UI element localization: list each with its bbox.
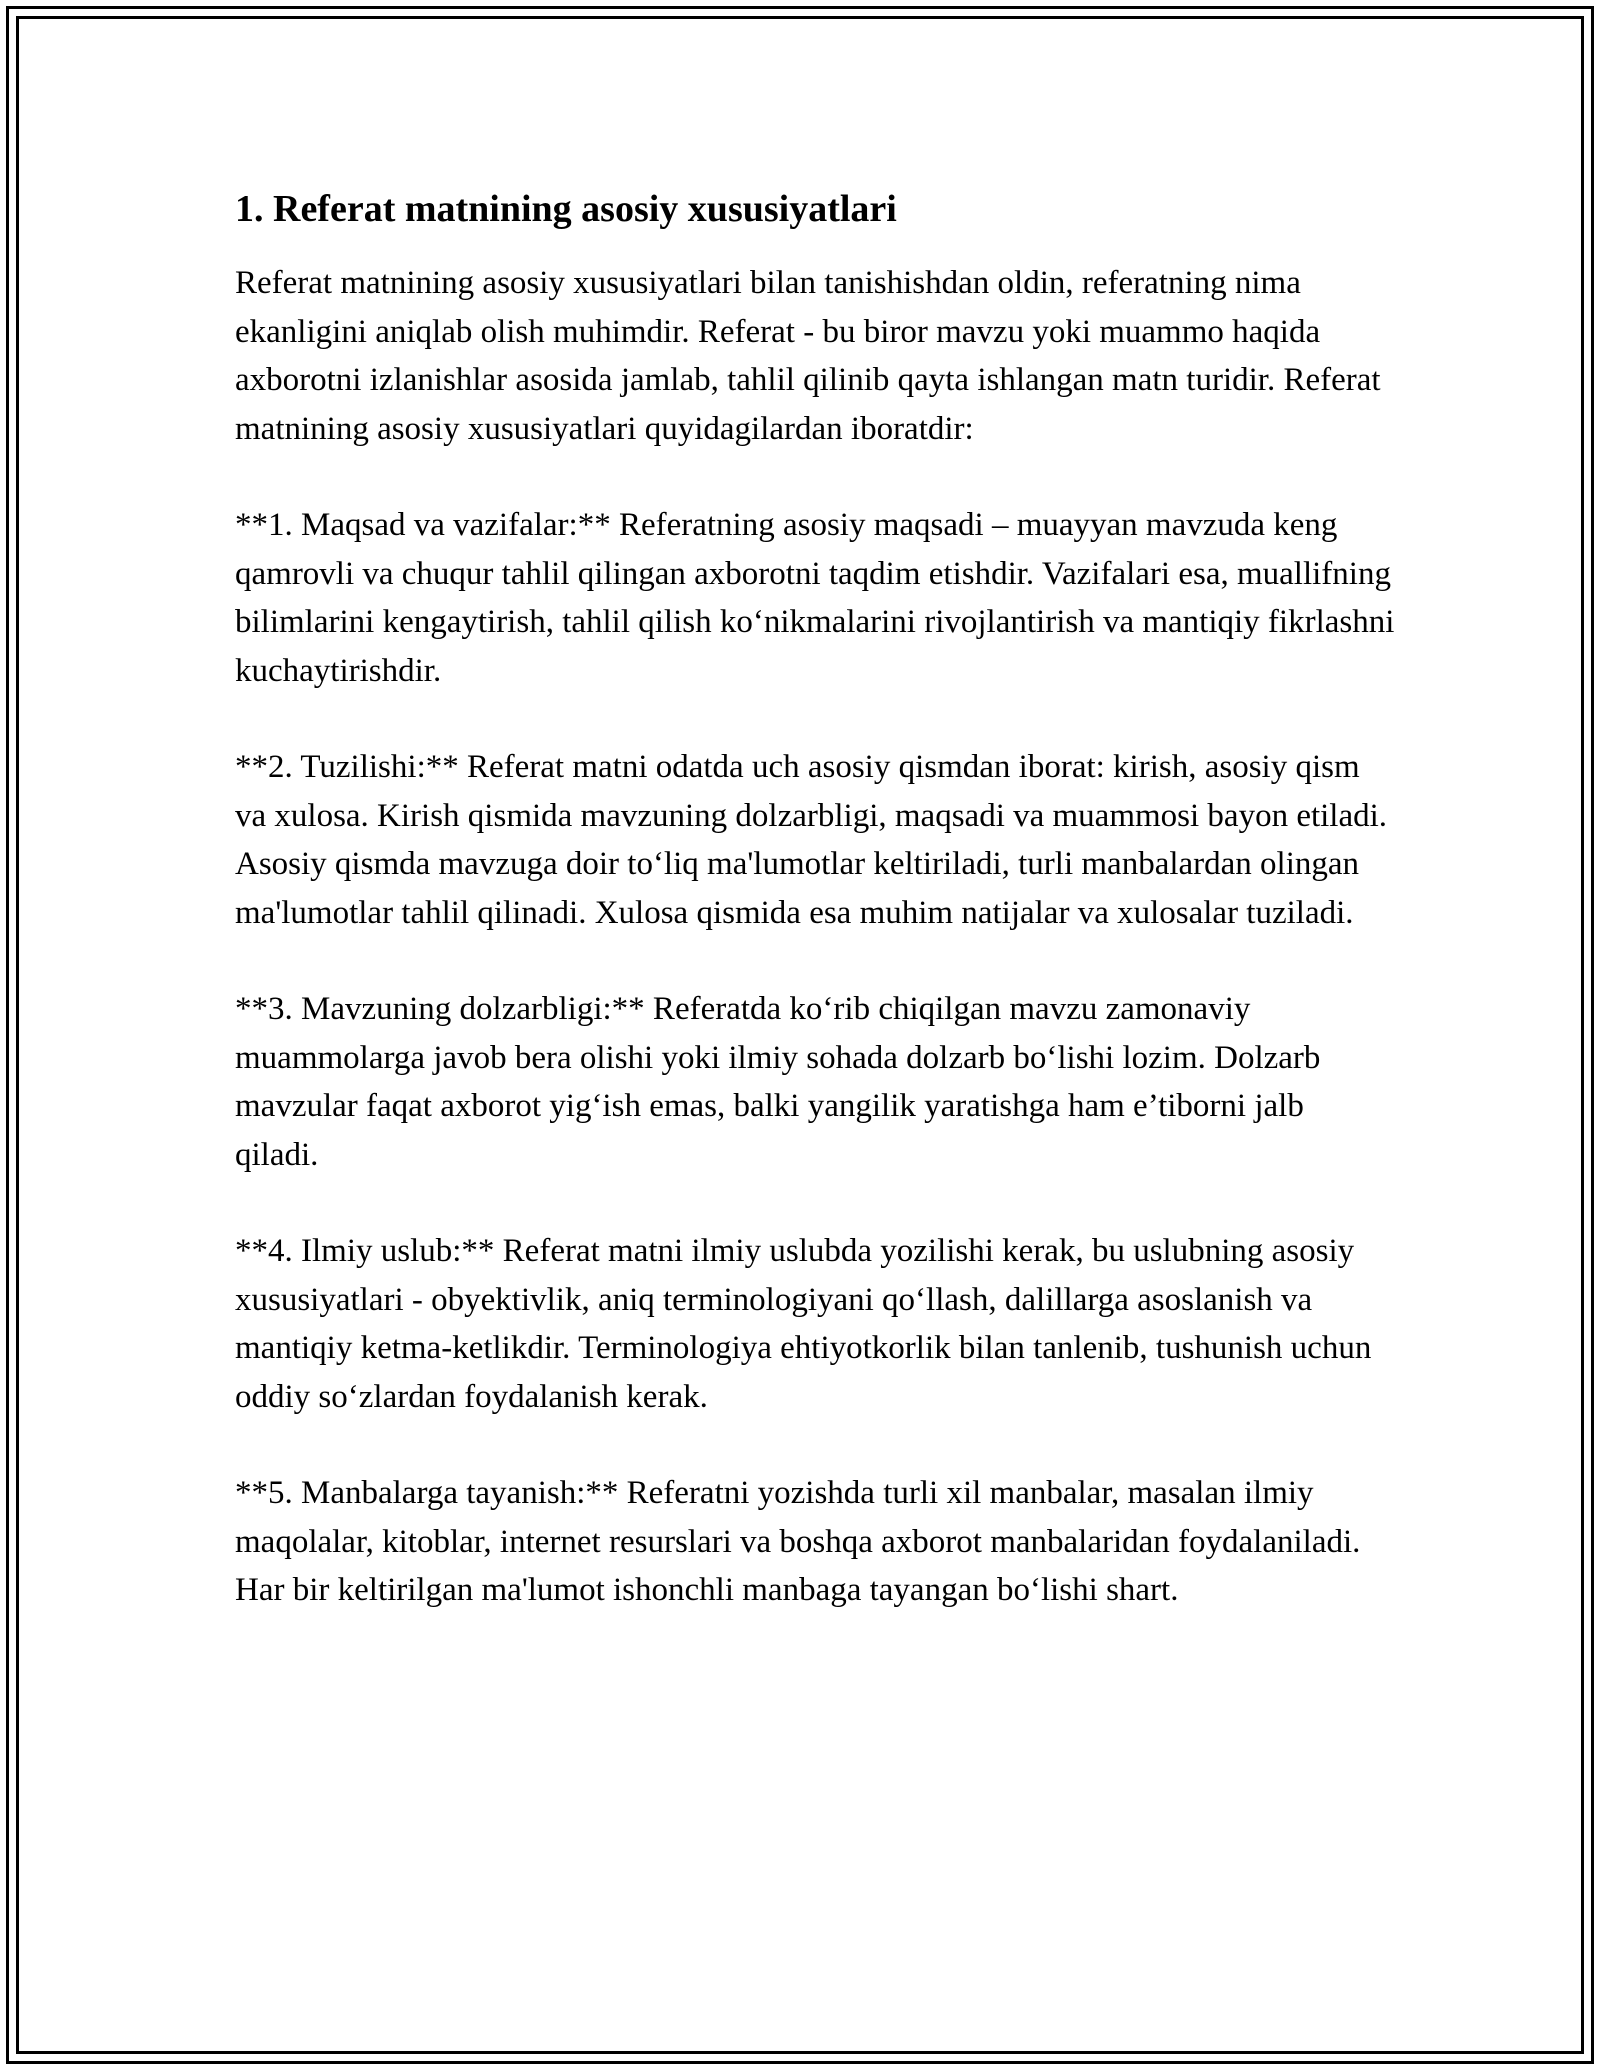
- paragraph-maqsad: **1. Maqsad va vazifalar:** Referatning asosiy maqsadi – muayyan mavzuda keng qamrovli va chuqur tahlil qilingan axborotni taqdim etishdir. Vazifalari esa, muallifning bilimlarini kengaytirish, tahlil qilish ko‘nikmalarini rivojlantirish va mantiqiy fikrlashni kuchaytirishdir.: [235, 507, 1395, 689]
- section-heading: 1. Referat matnining asosiy xususiyatlari: [235, 188, 897, 230]
- paragraph-ilmiy-uslub: **4. Ilmiy uslub:** Referat matni ilmiy uslubda yozilishi kerak, bu uslubning asosiy xususiyatlari - obyektivlik, aniq terminologiyani qo‘llash, dalillarga asoslanish va mantiqiy ketma-ketlikdir. Terminologiya ehtiyotkorlik bilan tanlenib, tushunish uchun oddiy so‘zlardan foydalanish kerak.: [235, 1233, 1372, 1415]
- document-body: [235, 185, 1395, 1663]
- paragraph-dolzarbligi: **3. Mavzuning dolzarbligi:** Referatda ko‘rib chiqilgan mavzu zamonaviy muammolarga javob bera olishi yoki ilmiy sohada dolzarb bo‘lishi lozim. Dolzarb mavzular faqat axborot yig‘ish emas, balki yangilik yaratishga ham e’tiborni jalb qiladi.: [235, 991, 1321, 1173]
- paragraph-intro: Referat matnining asosiy xususiyatlari bilan tanishishdan oldin, referatning nima ekanligini aniqlab olish muhimdir. Referat - bu biror mavzu yoki muammo haqida axborotni izlanishlar asosida jamlab, tahlil qilinib qayta ishlangan matn turidir. Referat matnining asosiy xususiyatlari quyidagilardan iboratdir:: [235, 265, 1381, 447]
- paragraph-tuzilishi: **2. Tuzilishi:** Referat matni odatda uch asosiy qismdan iborat: kirish, asosiy qism va xulosa. Kirish qismida mavzuning dolzarbligi, maqsadi va muammosi bayon etiladi. Asosiy qismda mavzuga doir to‘liq ma'lumotlar keltiriladi, turli manbalardan olingan ma'lumotlar tahlil qilinadi. Xulosa qismida esa muhim natijalar va xulosalar tuziladi.: [235, 749, 1388, 931]
- paragraph-manbalar: **5. Manbalarga tayanish:** Referatni yozishda turli xil manbalar, masalan ilmiy maqolalar, kitoblar, internet resurslari va boshqa axborot manbalaridan foydalaniladi. Har bir keltirilgan ma'lumot ishonchli manbaga tayangan bo‘lishi shart.: [235, 1475, 1361, 1608]
